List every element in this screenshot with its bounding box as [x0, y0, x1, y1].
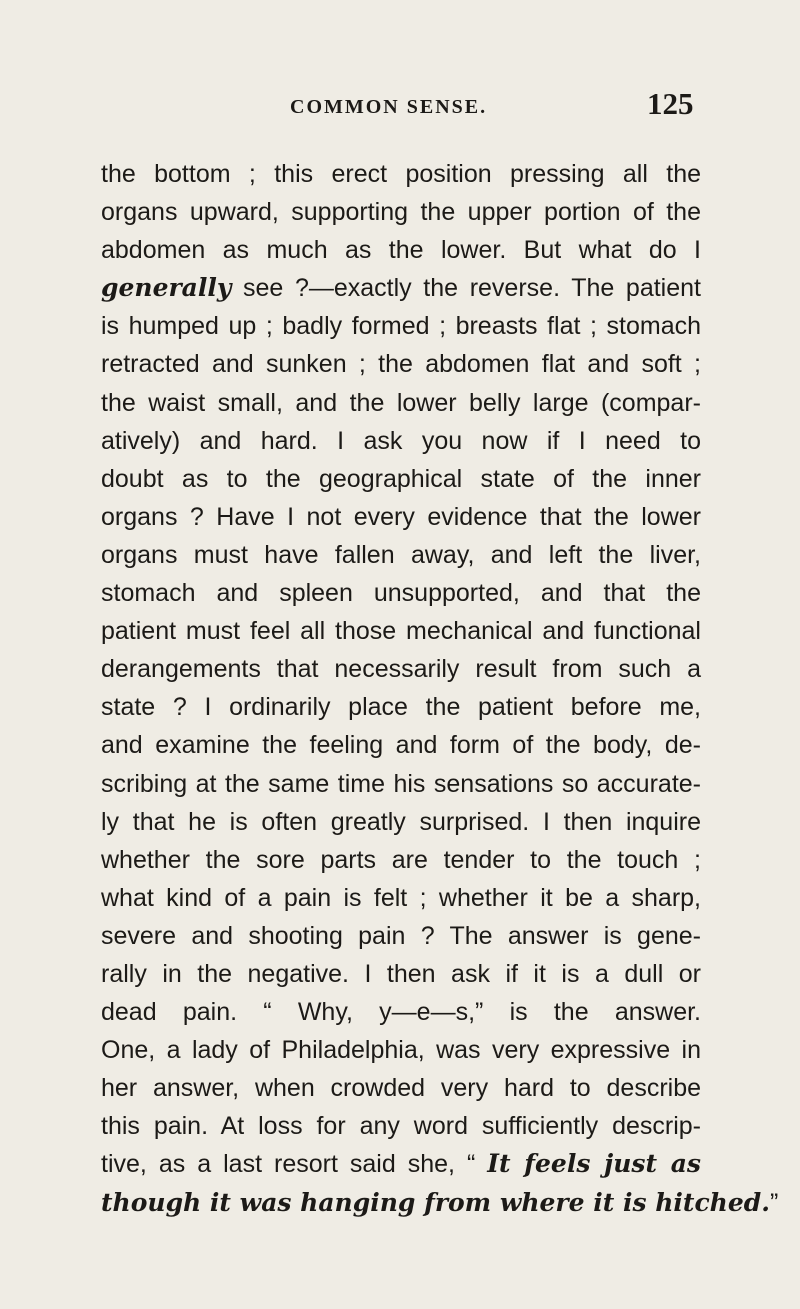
- text-segment: see ?—exactly the reverse. The patient: [231, 274, 701, 303]
- text-line: [101, 460, 701, 498]
- text-line: [101, 688, 701, 726]
- text-line: [101, 955, 701, 993]
- text-segment: patient must feel all those mechanical and functional: [101, 617, 701, 646]
- text-line: [101, 879, 701, 917]
- text-segment: doubt as to the geographical state of the inner: [101, 464, 701, 493]
- text-segment: retracted and sunken ; the abdomen flat and soft ;: [101, 350, 701, 379]
- text-line: [101, 307, 701, 345]
- text-segment: her answer, when crowded very hard to describe: [101, 1074, 701, 1103]
- text-segment: scribing at the same time his sensations so accurate-: [101, 769, 701, 798]
- text-segment: this pain. At loss for any word sufficiently descrip-: [101, 1112, 701, 1141]
- text-segment: abdomen as much as the lower. But what do I: [101, 236, 701, 265]
- italic-text: generally: [101, 273, 232, 303]
- text-line: [101, 1184, 779, 1222]
- text-line: [101, 1145, 701, 1183]
- running-title: COMMON SENSE.: [290, 96, 488, 118]
- text-line: [101, 993, 701, 1031]
- text-segment: state ? I ordinarily place the patient before me,: [101, 693, 701, 722]
- text-segment: what kind of a pain is felt ; whether it be a sharp,: [101, 883, 701, 912]
- text-line: [101, 155, 701, 193]
- text-line: [101, 917, 701, 955]
- text-line: [101, 536, 701, 574]
- text-line: [101, 612, 701, 650]
- text-segment: rally in the negative. I then ask if it is a dull or: [101, 959, 701, 988]
- page-header: [0, 86, 800, 126]
- text-segment: the bottom ; this erect position pressing all the: [101, 160, 701, 188]
- text-line: [101, 803, 701, 841]
- text-line: [101, 726, 701, 764]
- text-line: [101, 1069, 701, 1107]
- text-segment: is humped up ; badly formed ; breasts flat ; stomach: [101, 312, 701, 341]
- text-segment: One, a lady of Philadelphia, was very expressive in: [101, 1036, 701, 1065]
- italic-text: It feels just as: [487, 1149, 702, 1179]
- text-line: [101, 1031, 701, 1069]
- text-segment: ly that he is often greatly surprised. I then inquire: [101, 807, 701, 836]
- text-line: [101, 231, 701, 269]
- text-segment: whether the sore parts are tender to the touch ;: [101, 845, 701, 874]
- page-number: 125: [647, 86, 694, 121]
- text-line: [101, 422, 701, 460]
- body-text: [101, 155, 779, 1222]
- italic-text: though it was hanging from where it is hitched.: [101, 1187, 770, 1217]
- text-line: [101, 841, 701, 879]
- text-line: [101, 765, 701, 803]
- text-line: [101, 269, 701, 307]
- text-segment: the waist small, and the lower belly large (compar-: [101, 388, 701, 417]
- text-segment: stomach and spleen unsupported, and that the: [101, 579, 701, 608]
- text-line: [101, 1107, 701, 1145]
- text-segment: tive, as a last resort said she, “: [101, 1150, 488, 1179]
- text-segment: organs ? Have I not every evidence that the lower: [101, 502, 701, 531]
- text-segment: organs upward, supporting the upper portion of the: [101, 198, 701, 227]
- text-segment: dead pain. “ Why, y—e—s,” is the answer.: [101, 998, 701, 1027]
- text-segment: organs must have fallen away, and left the liver,: [101, 540, 701, 569]
- text-line: [101, 384, 701, 422]
- text-segment: derangements that necessarily result from such a: [101, 655, 701, 684]
- text-line: [101, 498, 701, 536]
- text-line: [101, 193, 701, 231]
- text-segment: and examine the feeling and form of the body, de-: [101, 731, 701, 760]
- text-segment: ”: [769, 1188, 779, 1217]
- text-segment: atively) and hard. I ask you now if I need to: [101, 426, 701, 455]
- text-line: [101, 650, 701, 688]
- text-segment: severe and shooting pain ? The answer is gene-: [101, 921, 701, 950]
- text-line: [101, 345, 701, 383]
- text-line: [101, 574, 701, 612]
